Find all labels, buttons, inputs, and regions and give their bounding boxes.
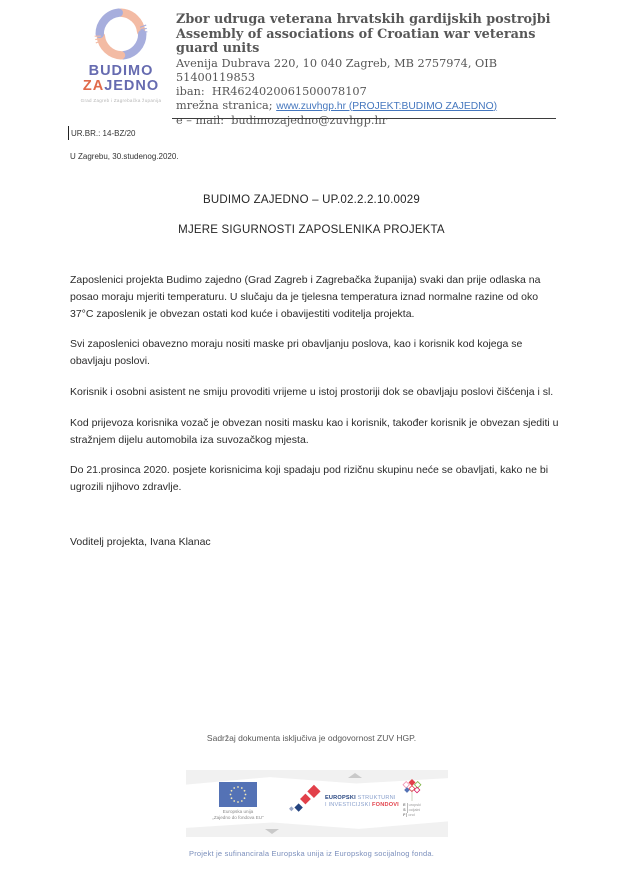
logo-word-budimo: BUDIMO <box>88 63 154 79</box>
disclaimer-text: Sadržaj dokumenta isključiva je odgovornost ZUV HGP. <box>206 733 417 743</box>
body-paragraph: Korisnik i osobni asistent ne smiju provoditi vrijeme u istoj prostoriji dok se obavljaju poslovi čišćenja i sl. <box>70 385 554 398</box>
body-paragraph: Svi zaposlenici obavezno moraju nositi maske pri obavljanju poslova, kao i korisnik kod kojega se obavljaju poslovi. <box>70 338 523 368</box>
hands-circle-logo-icon <box>70 6 172 62</box>
logo-subtext: Grad Zagreb i Zagrebačka županija <box>80 98 162 103</box>
eu-flag-caption-2: „Zajedno do fondova EU“ <box>212 815 264 820</box>
org-header <box>176 13 571 128</box>
body-text <box>70 272 564 510</box>
website-link[interactable]: www.zuvhgp.hr (PROJEKT:BUDIMO ZAJEDNO) <box>276 100 498 112</box>
ribbon-fold-bottom <box>265 829 279 834</box>
document-title: BUDIMO ZAJEDNO – UP.02.2.2.10.0029 <box>203 194 420 206</box>
body-paragraph: Do 21.prosinca 2020. posjete korisnicima koji spadaju pod rizičnu skupinu neće se obavljati, kako ne bi ugrozili njihovo zdravlje. <box>70 464 549 494</box>
signature-line: Voditelj projekta, Ivana Klanac <box>70 536 211 548</box>
esif-diamonds-icon <box>288 784 322 820</box>
ribbon-fold-top <box>348 773 362 778</box>
iban-value: HR4624020061500078107 <box>211 84 367 98</box>
reference-number: UR.BR.: 14-BZ/20 <box>71 129 136 138</box>
esf-text-line: S ocijalni <box>403 807 421 812</box>
esif-logo-text: EUROPSKI STRUKTURNI I INVESTICIJSKI FONDOVI <box>325 795 399 808</box>
esif-logo <box>288 784 399 820</box>
funding-statement: Projekt je sufinancirala Europska unija iz Europskog socijalnog fonda. <box>189 849 434 858</box>
eu-flag-icon <box>219 782 257 807</box>
dateline: U Zagrebu, 30.studenog.2020. <box>70 152 179 161</box>
org-iban: iban: HR4624020061500078107 <box>176 84 367 98</box>
eu-logos-banner <box>186 770 448 837</box>
esf-text-line: E uropski <box>403 803 421 807</box>
org-name-hr: Zbor udruga veterana hrvatskih gardijskih postrojbi <box>176 12 551 27</box>
esf-flower-logo <box>384 778 440 817</box>
eu-flag-caption-1: Europska unija <box>222 809 254 814</box>
org-name-en: Assembly of associations of Croatian war veterans guard units <box>176 26 536 57</box>
org-address: Avenija Dubrava 220, 10 040 Zagreb, MB 2757974, OIB 51400119853 <box>176 56 498 84</box>
email-value: budimozajedno@zuvhgp.hr <box>231 113 388 127</box>
esf-text-line: F ond <box>403 812 415 817</box>
header-divider <box>172 118 556 119</box>
org-website: mrežna stranica; www.zuvhgp.hr (PROJEKT:BUDIMO ZAJEDNO) <box>176 98 498 112</box>
body-paragraph: Zaposlenici projekta Budimo zajedno (Grad Zagreb i Zagrebačka županija) svaki dan prije odlaska na posao moraju mjeriti temperaturu. U slučaju da je tjelesna temperatura iznad normalne razine od oko 37°C zaposlenik je obvezan ostati kod kuće i obavijestiti voditelja projekta. <box>70 274 541 320</box>
logo-word-zajedno: ZAJEDNO <box>82 78 160 94</box>
org-logo <box>70 6 172 103</box>
esf-flower-icon <box>400 778 424 802</box>
text-cursor <box>68 126 69 140</box>
org-email: e – mail: budimozajedno@zuvhgp.hr <box>176 113 388 127</box>
eu-flag-logo <box>198 782 278 821</box>
body-paragraph: Kod prijevoza korisnika vozač je obvezan nositi masku kao i korisnik, također korisnik je obvezan sjediti u stražnjem dijelu automobila iza suvozačkog mjesta. <box>70 416 559 446</box>
document-subtitle: MJERE SIGURNOSTI ZAPOSLENIKA PROJEKTA <box>178 224 445 236</box>
esf-logo-text <box>403 803 421 817</box>
